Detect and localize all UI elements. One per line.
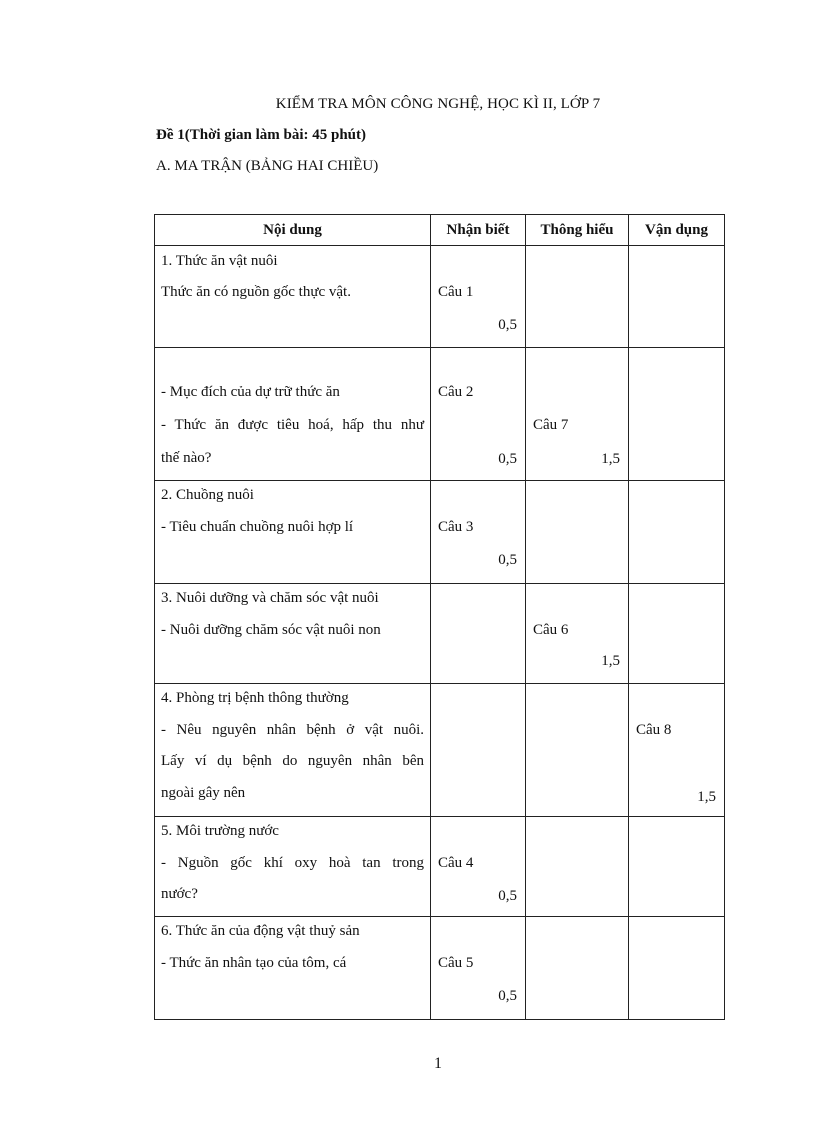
header-application: Vận dụng: [629, 215, 725, 246]
question-label: Câu 7: [533, 417, 569, 433]
recognition-cell: [431, 684, 526, 817]
content-line: 5. Môi trường nước: [161, 823, 279, 839]
application-cell: [629, 684, 725, 817]
content-line: - Thức ăn được tiêu hoá, hấp thu như: [161, 417, 424, 433]
content-cell: [155, 348, 431, 481]
recognition-cell: [431, 584, 526, 684]
content-line: - Nuôi dưỡng chăm sóc vật nuôi non: [161, 622, 381, 638]
content-line: - Thức ăn nhân tạo của tôm, cá: [161, 955, 347, 971]
content-line: - Tiêu chuẩn chuồng nuôi hợp lí: [161, 519, 354, 535]
comprehension-cell: [526, 481, 629, 584]
application-cell: [629, 917, 725, 1020]
table-row: [155, 481, 725, 584]
recognition-cell: [431, 481, 526, 584]
table-row: [155, 348, 725, 481]
application-cell: [629, 584, 725, 684]
content-cell: [155, 684, 431, 817]
question-label: Câu 6: [533, 622, 569, 638]
content-line: - Nêu nguyên nhân bệnh ở vật nuôi.: [161, 722, 424, 738]
matrix-table: [154, 214, 725, 1020]
table-row: [155, 584, 725, 684]
question-score: 1,5: [601, 451, 620, 467]
content-line: 1. Thức ăn vật nuôi: [161, 253, 278, 269]
application-cell: [629, 481, 725, 584]
content-line: - Mục đích của dự trữ thức ăn: [161, 384, 340, 400]
content-cell: [155, 246, 431, 348]
question-score: 0,5: [498, 888, 517, 904]
header-recognition: Nhận biết: [431, 215, 526, 246]
recognition-cell: [431, 817, 526, 917]
question-label: Câu 8: [636, 722, 672, 738]
question-score: 0,5: [498, 988, 517, 1004]
question-score: 0,5: [498, 317, 517, 333]
comprehension-cell: [526, 817, 629, 917]
content-line: Lấy ví dụ bệnh do nguyên nhân bên: [161, 753, 424, 769]
question-score: 0,5: [498, 451, 517, 467]
content-line: 2. Chuồng nuôi: [161, 487, 254, 503]
question-label: Câu 4: [438, 855, 474, 871]
comprehension-cell: [526, 348, 629, 481]
table-row: [155, 817, 725, 917]
document-title: KIỂM TRA MÔN CÔNG NGHỆ, HỌC KÌ II, LỚP 7: [275, 96, 601, 112]
table-row: [155, 246, 725, 348]
question-score: 1,5: [601, 653, 620, 669]
content-line: 6. Thức ăn của động vật thuỷ sản: [161, 923, 360, 939]
content-line: 3. Nuôi dưỡng và chăm sóc vật nuôi: [161, 590, 379, 606]
question-label: Câu 2: [438, 384, 474, 400]
question-label: Câu 5: [438, 955, 474, 971]
question-label: Câu 3: [438, 519, 474, 535]
content-line: nước?: [161, 886, 198, 902]
content-cell: [155, 817, 431, 917]
application-cell: [629, 348, 725, 481]
header-content: Nội dung: [155, 215, 431, 246]
content-cell: [155, 584, 431, 684]
comprehension-cell: [526, 246, 629, 348]
comprehension-cell: [526, 584, 629, 684]
recognition-cell: [431, 917, 526, 1020]
header-comprehension: Thông hiểu: [526, 215, 629, 246]
application-cell: [629, 817, 725, 917]
section-heading: A. MA TRẬN (BẢNG HAI CHIỀU): [156, 158, 379, 174]
application-cell: [629, 246, 725, 348]
question-score: 1,5: [697, 789, 716, 805]
table-row: [155, 917, 725, 1020]
recognition-cell: [431, 348, 526, 481]
question-score: 0,5: [498, 552, 517, 568]
exam-heading: Đề 1(Thời gian làm bài: 45 phút): [156, 127, 366, 143]
content-line: - Nguồn gốc khí oxy hoà tan trong: [161, 855, 424, 871]
content-line: 4. Phòng trị bệnh thông thường: [161, 690, 349, 706]
recognition-cell: [431, 246, 526, 348]
content-line: thế nào?: [161, 450, 212, 466]
table-header-row: [155, 215, 725, 246]
content-cell: [155, 917, 431, 1020]
content-line: ngoài gây nên: [161, 785, 246, 801]
comprehension-cell: [526, 684, 629, 817]
page-number: 1: [434, 1055, 442, 1072]
content-cell: [155, 481, 431, 584]
content-line: Thức ăn có nguồn gốc thực vật.: [161, 284, 351, 300]
comprehension-cell: [526, 917, 629, 1020]
question-label: Câu 1: [438, 284, 474, 300]
table-row: [155, 684, 725, 817]
